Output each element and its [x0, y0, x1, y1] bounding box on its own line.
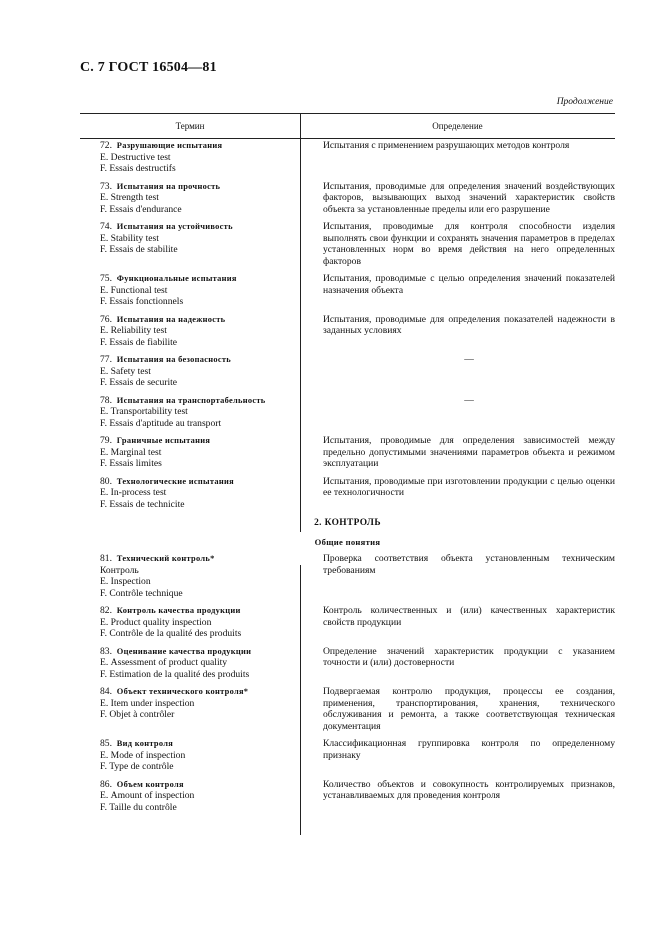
definition-text: Испытания, проводимые для определения показателей надежности в заданных условиях	[322, 313, 615, 336]
term-cell	[80, 181, 298, 216]
definition-cell	[298, 605, 615, 640]
term-entry	[80, 686, 615, 732]
term-name: Оценивание качества продукции	[116, 646, 252, 656]
definition-text: —	[464, 354, 474, 365]
term-number: 83.	[100, 645, 112, 657]
term-translation: Е. Destructive test	[100, 151, 171, 163]
term-entry	[80, 553, 615, 599]
term-translation: F. Estimation de la qualité des produits	[100, 668, 250, 680]
term-title	[100, 686, 298, 698]
term-translation: F. Essais de technicite	[100, 498, 185, 510]
term-name: Технологические испытания	[116, 476, 234, 486]
term-translation: Е. Strength test	[100, 192, 159, 203]
term-number: 75.	[100, 273, 112, 284]
term-translation: Е. Item under inspection	[100, 697, 195, 709]
subsection-title: Общие понятия	[314, 537, 381, 547]
term-title	[100, 354, 298, 366]
term-translation: F. Essais de securite	[100, 377, 178, 388]
term-translation: F. Essais de stabilite	[100, 244, 178, 255]
term-translation: Е. Transportability test	[100, 406, 188, 417]
term-title	[100, 181, 298, 193]
definition-text: Контроль количественных и (или) качественных характеристик свойств продукции	[322, 605, 615, 628]
term-entry	[80, 221, 615, 267]
definition-text: Испытания, проводимые с целью определения значений показателей назначения объекта	[322, 273, 615, 296]
definition-column-header: Определение	[432, 121, 483, 131]
definition-cell	[298, 273, 615, 308]
term-name: Объем контроля	[116, 779, 184, 789]
term-translation: Е. Reliability test	[100, 325, 167, 336]
term-number: 85.	[100, 738, 112, 749]
term-title	[100, 273, 298, 285]
term-translation: Е. Stability test	[100, 232, 159, 244]
definition-cell	[298, 738, 615, 773]
term-translation: Е. Marginal test	[100, 446, 162, 458]
terms-table	[80, 140, 615, 819]
term-number: 76.	[100, 313, 112, 325]
term-entry	[80, 140, 615, 175]
term-translation: F. Essais fonctionnels	[100, 296, 184, 307]
definition-cell	[298, 435, 615, 470]
section-title: 2. КОНТРОЛЬ	[314, 518, 381, 528]
term-title	[100, 314, 298, 326]
term-title	[100, 395, 298, 407]
term-translation: Е. Functional test	[100, 284, 168, 296]
term-cell	[80, 140, 298, 175]
term-translation: Контроль	[100, 564, 139, 576]
definition-text: Испытания, проводимые для определения зависимостей между предельно допустимыми значениями параметров объекта и режимом эксплуатации	[322, 435, 615, 469]
term-number: 77.	[100, 354, 112, 365]
term-title	[100, 476, 298, 488]
term-translation: Е. Amount of inspection	[100, 790, 195, 801]
term-entry	[80, 646, 615, 681]
term-cell	[80, 738, 298, 773]
term-cell	[80, 395, 298, 430]
definition-cell	[298, 476, 615, 511]
term-name: Функциональные испытания	[116, 274, 237, 283]
term-cell	[80, 605, 298, 640]
term-cell	[80, 314, 298, 349]
term-name: Испытания на устойчивость	[116, 222, 233, 231]
definition-text: Испытания, проводимые для определения значений воздействующих факторов, вызывающих выход значений характеристик свойств объекта за установленные пределы или его разрушение	[322, 180, 615, 215]
definition-cell	[298, 221, 615, 267]
term-title	[100, 221, 298, 233]
term-translation: Е. Product quality inspection	[100, 616, 212, 628]
term-translation: F. Contrôle technique	[100, 587, 183, 599]
term-translation: Е. Inspection	[100, 576, 151, 587]
term-translation: F. Taille du contrôle	[100, 801, 177, 813]
term-name: Испытания на прочность	[116, 181, 221, 191]
term-number: 72.	[100, 140, 112, 151]
term-title	[100, 738, 298, 750]
term-number: 79.	[100, 435, 112, 446]
term-cell	[80, 476, 298, 511]
term-translation: F. Type de contrôle	[100, 761, 174, 772]
term-entry	[80, 395, 615, 430]
term-translation: F. Contrôle de la qualité des produits	[100, 628, 242, 639]
term-cell	[80, 354, 298, 389]
definition-text: Проверка соответствия объекта установленным техническим требованиям	[322, 553, 615, 576]
definition-cell	[298, 686, 615, 732]
term-entry	[80, 738, 615, 773]
term-cell	[80, 221, 298, 267]
term-title	[100, 779, 298, 791]
term-translation: Е. In-process test	[100, 487, 167, 498]
term-number: 74.	[100, 221, 112, 232]
definition-text: —	[464, 394, 474, 406]
term-title	[100, 605, 298, 617]
page-header: С. 7 ГОСТ 16504—81	[80, 60, 217, 75]
definition-cell	[298, 354, 615, 389]
term-name: Испытания на надежность	[116, 314, 226, 324]
definition-cell	[298, 646, 615, 681]
term-translation: Е. Safety test	[100, 365, 151, 377]
term-translation: Е. Assessment of product quality	[100, 657, 228, 668]
definition-text: Классификационная группировка контроля по определенному признаку	[322, 738, 615, 761]
term-number: 82.	[100, 605, 112, 616]
term-number: 84.	[100, 686, 112, 697]
term-name: Объект технического контроля*	[116, 687, 249, 696]
term-name: Технический контроль*	[116, 554, 215, 563]
term-cell	[80, 435, 298, 470]
definition-text: Количество объектов и совокупность контролируемых признаков, устанавливаемых для проведения контроля	[322, 778, 615, 801]
term-entry	[80, 181, 615, 216]
term-cell	[80, 273, 298, 308]
term-title	[100, 435, 298, 447]
definition-cell	[298, 395, 615, 430]
definition-text: Подвергаемая контролю продукция, процессы ее создания, применения, транспортирования, хранения, технического обслуживания и ремонта, а также соответствующая техническая документация	[322, 686, 615, 732]
term-translation: Е. Mode of inspection	[100, 749, 186, 761]
definition-cell	[298, 553, 615, 599]
term-name: Испытания на транспортабельность	[116, 395, 266, 405]
terms-group-inspection	[80, 553, 615, 813]
term-cell	[80, 553, 298, 599]
term-translation: F. Essais d'aptitude au transport	[100, 417, 222, 429]
definition-text: Испытания, проводимые для контроля способности изделия выполнять свои функции и сохранять значения параметров в пределах установленных норм во время действия на него определенных факторов	[322, 221, 615, 267]
term-name: Испытания на безопасность	[116, 355, 231, 364]
term-translation: F. Essais d'endurance	[100, 203, 182, 215]
term-number: 81.	[100, 553, 112, 564]
definition-cell	[298, 140, 615, 175]
term-column-header: Термин	[175, 121, 205, 131]
term-entry	[80, 779, 615, 814]
term-cell	[80, 779, 298, 814]
term-translation: F. Essais de fiabilite	[100, 336, 178, 348]
term-entry	[80, 605, 615, 640]
term-title	[100, 553, 298, 565]
term-translation: F. Objet à contrôler	[100, 709, 175, 720]
term-entry	[80, 314, 615, 349]
term-name: Контроль качества продукции	[116, 606, 241, 615]
terms-group-testing	[80, 140, 615, 510]
definition-cell	[298, 181, 615, 216]
term-number: 86.	[100, 778, 112, 790]
definition-text: Определение значений характеристик продукции с указанием точности и (или) достоверности	[322, 645, 615, 668]
term-number: 73.	[100, 180, 112, 192]
definition-text: Испытания с применением разрушающих методов контроля	[322, 140, 570, 151]
term-entry	[80, 435, 615, 470]
term-number: 80.	[100, 475, 112, 487]
term-cell	[80, 686, 298, 732]
term-entry	[80, 273, 615, 308]
term-name: Граничные испытания	[116, 436, 211, 445]
definition-cell	[298, 314, 615, 349]
term-title	[100, 646, 298, 658]
term-entry	[80, 354, 615, 389]
table-top-rule	[80, 113, 615, 114]
term-name: Разрушающие испытания	[116, 141, 223, 150]
term-translation: F. Essais limites	[100, 458, 162, 469]
term-cell	[80, 646, 298, 681]
term-name: Вид контроля	[116, 739, 174, 748]
header-divider	[300, 113, 301, 138]
definition-cell	[298, 779, 615, 814]
continuation-label: Продолжение	[556, 97, 613, 107]
definition-text: Испытания, проводимые при изготовлении продукции с целью оценки ее технологичности	[322, 475, 615, 498]
term-translation: F. Essais destructifs	[100, 163, 176, 174]
term-entry	[80, 476, 615, 511]
term-title	[100, 140, 298, 152]
term-number: 78.	[100, 394, 112, 406]
header-bottom-rule	[80, 138, 615, 139]
